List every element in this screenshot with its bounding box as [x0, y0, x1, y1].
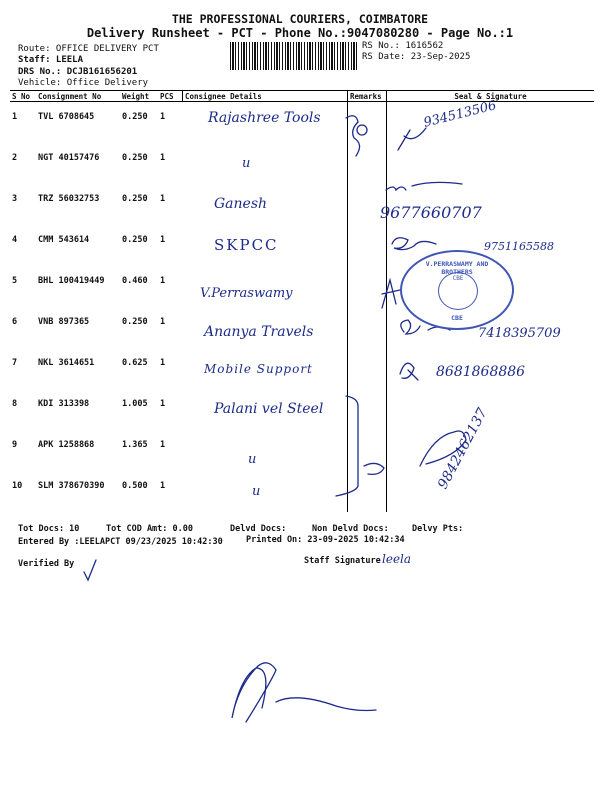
handwritten-consignee: V.Perraswamy	[200, 286, 293, 301]
cell-consignment: CMM 543614	[38, 235, 90, 245]
cell-consignment: BHL 100419449	[38, 276, 105, 286]
cell-consignment: TRZ 56032753	[38, 194, 100, 204]
entered-by: Entered By :LEELAPCT 09/23/2025 10:42:30	[18, 537, 223, 547]
handwritten-phone: 934513506	[422, 98, 499, 131]
delivered-docs: Delvd Docs:	[230, 524, 287, 534]
col-remarks: Remarks	[348, 91, 387, 102]
cell-sno: 10	[12, 481, 23, 491]
cell-consignment: SLM 378670390	[38, 481, 105, 491]
cell-pcs: 1	[160, 317, 166, 327]
cell-weight: 0.250	[122, 194, 148, 204]
handwritten-consignee: u	[242, 156, 251, 171]
handwritten-consignee: Mobile Support	[204, 362, 313, 376]
handwritten-consignee: u	[252, 484, 261, 499]
cell-pcs: 1	[160, 194, 166, 204]
handwritten-phone: 8681868886	[436, 364, 526, 380]
cell-consignment: NKL 3614651	[38, 358, 95, 368]
stamp-ring-bottom: CBE	[451, 314, 463, 322]
rs-date: RS Date: 23-Sep-2025	[362, 52, 471, 62]
signature-scribble	[364, 463, 384, 474]
col-weight: Weight	[120, 91, 158, 102]
cell-sno: 6	[12, 317, 18, 327]
col-consignee: Consignee Details	[183, 91, 348, 102]
verified-by-label: Verified By	[18, 559, 75, 569]
printed-on: Printed On: 23-09-2025 10:42:34	[246, 535, 405, 545]
cell-weight: 0.250	[122, 235, 148, 245]
handwritten-phone: 9842462137	[434, 405, 491, 492]
signature-scribble	[382, 280, 400, 308]
handwritten-consignee: Rajashree Tools	[208, 110, 321, 126]
cell-consignment: NGT 40157476	[38, 153, 100, 163]
cell-pcs: 1	[160, 358, 166, 368]
runsheet-subtitle: Delivery Runsheet - PCT - Phone No.:9047080280 - Page No.:1	[86, 26, 514, 40]
handwritten-consignee: SKPCC	[214, 236, 279, 254]
cell-sno: 9	[12, 440, 18, 450]
company-title: THE PROFESSIONAL COURIERS, COIMBATORE	[171, 12, 429, 26]
cell-sno: 4	[12, 235, 18, 245]
cell-weight: 0.625	[122, 358, 148, 368]
cell-pcs: 1	[160, 399, 166, 409]
cell-consignment: KDI 313398	[38, 399, 90, 409]
cell-sno: 5	[12, 276, 18, 286]
total-docs: Tot Docs: 10	[18, 524, 80, 534]
cell-consignment: TVL 6708645	[38, 112, 95, 122]
cell-pcs: 1	[160, 440, 166, 450]
cell-weight: 0.500	[122, 481, 148, 491]
col-pcs: PCS	[158, 91, 183, 102]
cell-consignment: APK 1258868	[38, 440, 95, 450]
handwritten-consignee: Palani vel Steel	[214, 401, 324, 417]
remarks-mark	[357, 125, 367, 135]
handwritten-consignee: Ananya Travels	[204, 324, 314, 340]
col-consignment: Consignment No	[36, 91, 120, 102]
cell-sno: 8	[12, 399, 18, 409]
handwritten-phone: 7418395709	[478, 326, 561, 341]
total-cod-amount: Tot COD Amt: 0.00	[106, 524, 193, 534]
stamp-center: CBE	[438, 272, 478, 310]
signature-scribble	[392, 238, 436, 250]
cell-sno: 2	[12, 153, 18, 163]
company-stamp	[400, 250, 514, 330]
cell-weight: 0.250	[122, 317, 148, 327]
col-sno: S No	[10, 91, 36, 102]
handwritten-phone: 9751165588	[484, 240, 554, 253]
vehicle-line: Vehicle: Office Delivery	[18, 78, 149, 88]
cell-sno: 3	[12, 194, 18, 204]
signature-scribble	[420, 431, 466, 466]
cell-weight: 1.005	[122, 399, 148, 409]
staff-signature-handwriting: leela	[382, 552, 412, 566]
rs-number: RS No.: 1616562	[362, 41, 444, 51]
cell-pcs: 1	[160, 481, 166, 491]
cell-pcs: 1	[160, 153, 166, 163]
delivery-points: Delvy Pts:	[412, 524, 464, 534]
cell-weight: 1.365	[122, 440, 148, 450]
cell-weight: 0.250	[122, 112, 148, 122]
handwritten-phone: 9677660707	[380, 203, 482, 222]
remarks-bracket	[336, 396, 358, 496]
cell-pcs: 1	[160, 235, 166, 245]
cell-sno: 1	[12, 112, 18, 122]
cell-consignment: VNB 897365	[38, 317, 90, 327]
staff-line: Staff: LEELA	[18, 55, 84, 65]
non-delivered-docs: Non Delvd Docs:	[312, 524, 389, 534]
cell-pcs: 1	[160, 276, 166, 286]
signature-scribble	[400, 363, 418, 380]
col-signature: Seal & Signature	[387, 91, 595, 102]
verified-by-mark	[84, 560, 96, 580]
staff-signature-hand	[232, 663, 376, 722]
remarks-mark	[346, 116, 360, 156]
signature-scribble	[398, 128, 426, 150]
handwritten-consignee: u	[248, 452, 257, 467]
staff-signature-label: Staff Signature	[304, 556, 381, 566]
stamp-ring-text: V.PERRASWAMY AND BROTHERS	[425, 260, 489, 276]
route-line: Route: OFFICE DELIVERY PCT	[18, 44, 159, 54]
drs-line: DRS No.: DCJB161656201	[18, 67, 138, 77]
cell-sno: 7	[12, 358, 18, 368]
handwritten-consignee: Ganesh	[214, 196, 268, 212]
signature-scribble	[386, 182, 462, 190]
cell-pcs: 1	[160, 112, 166, 122]
cell-weight: 0.460	[122, 276, 148, 286]
cell-weight: 0.250	[122, 153, 148, 163]
